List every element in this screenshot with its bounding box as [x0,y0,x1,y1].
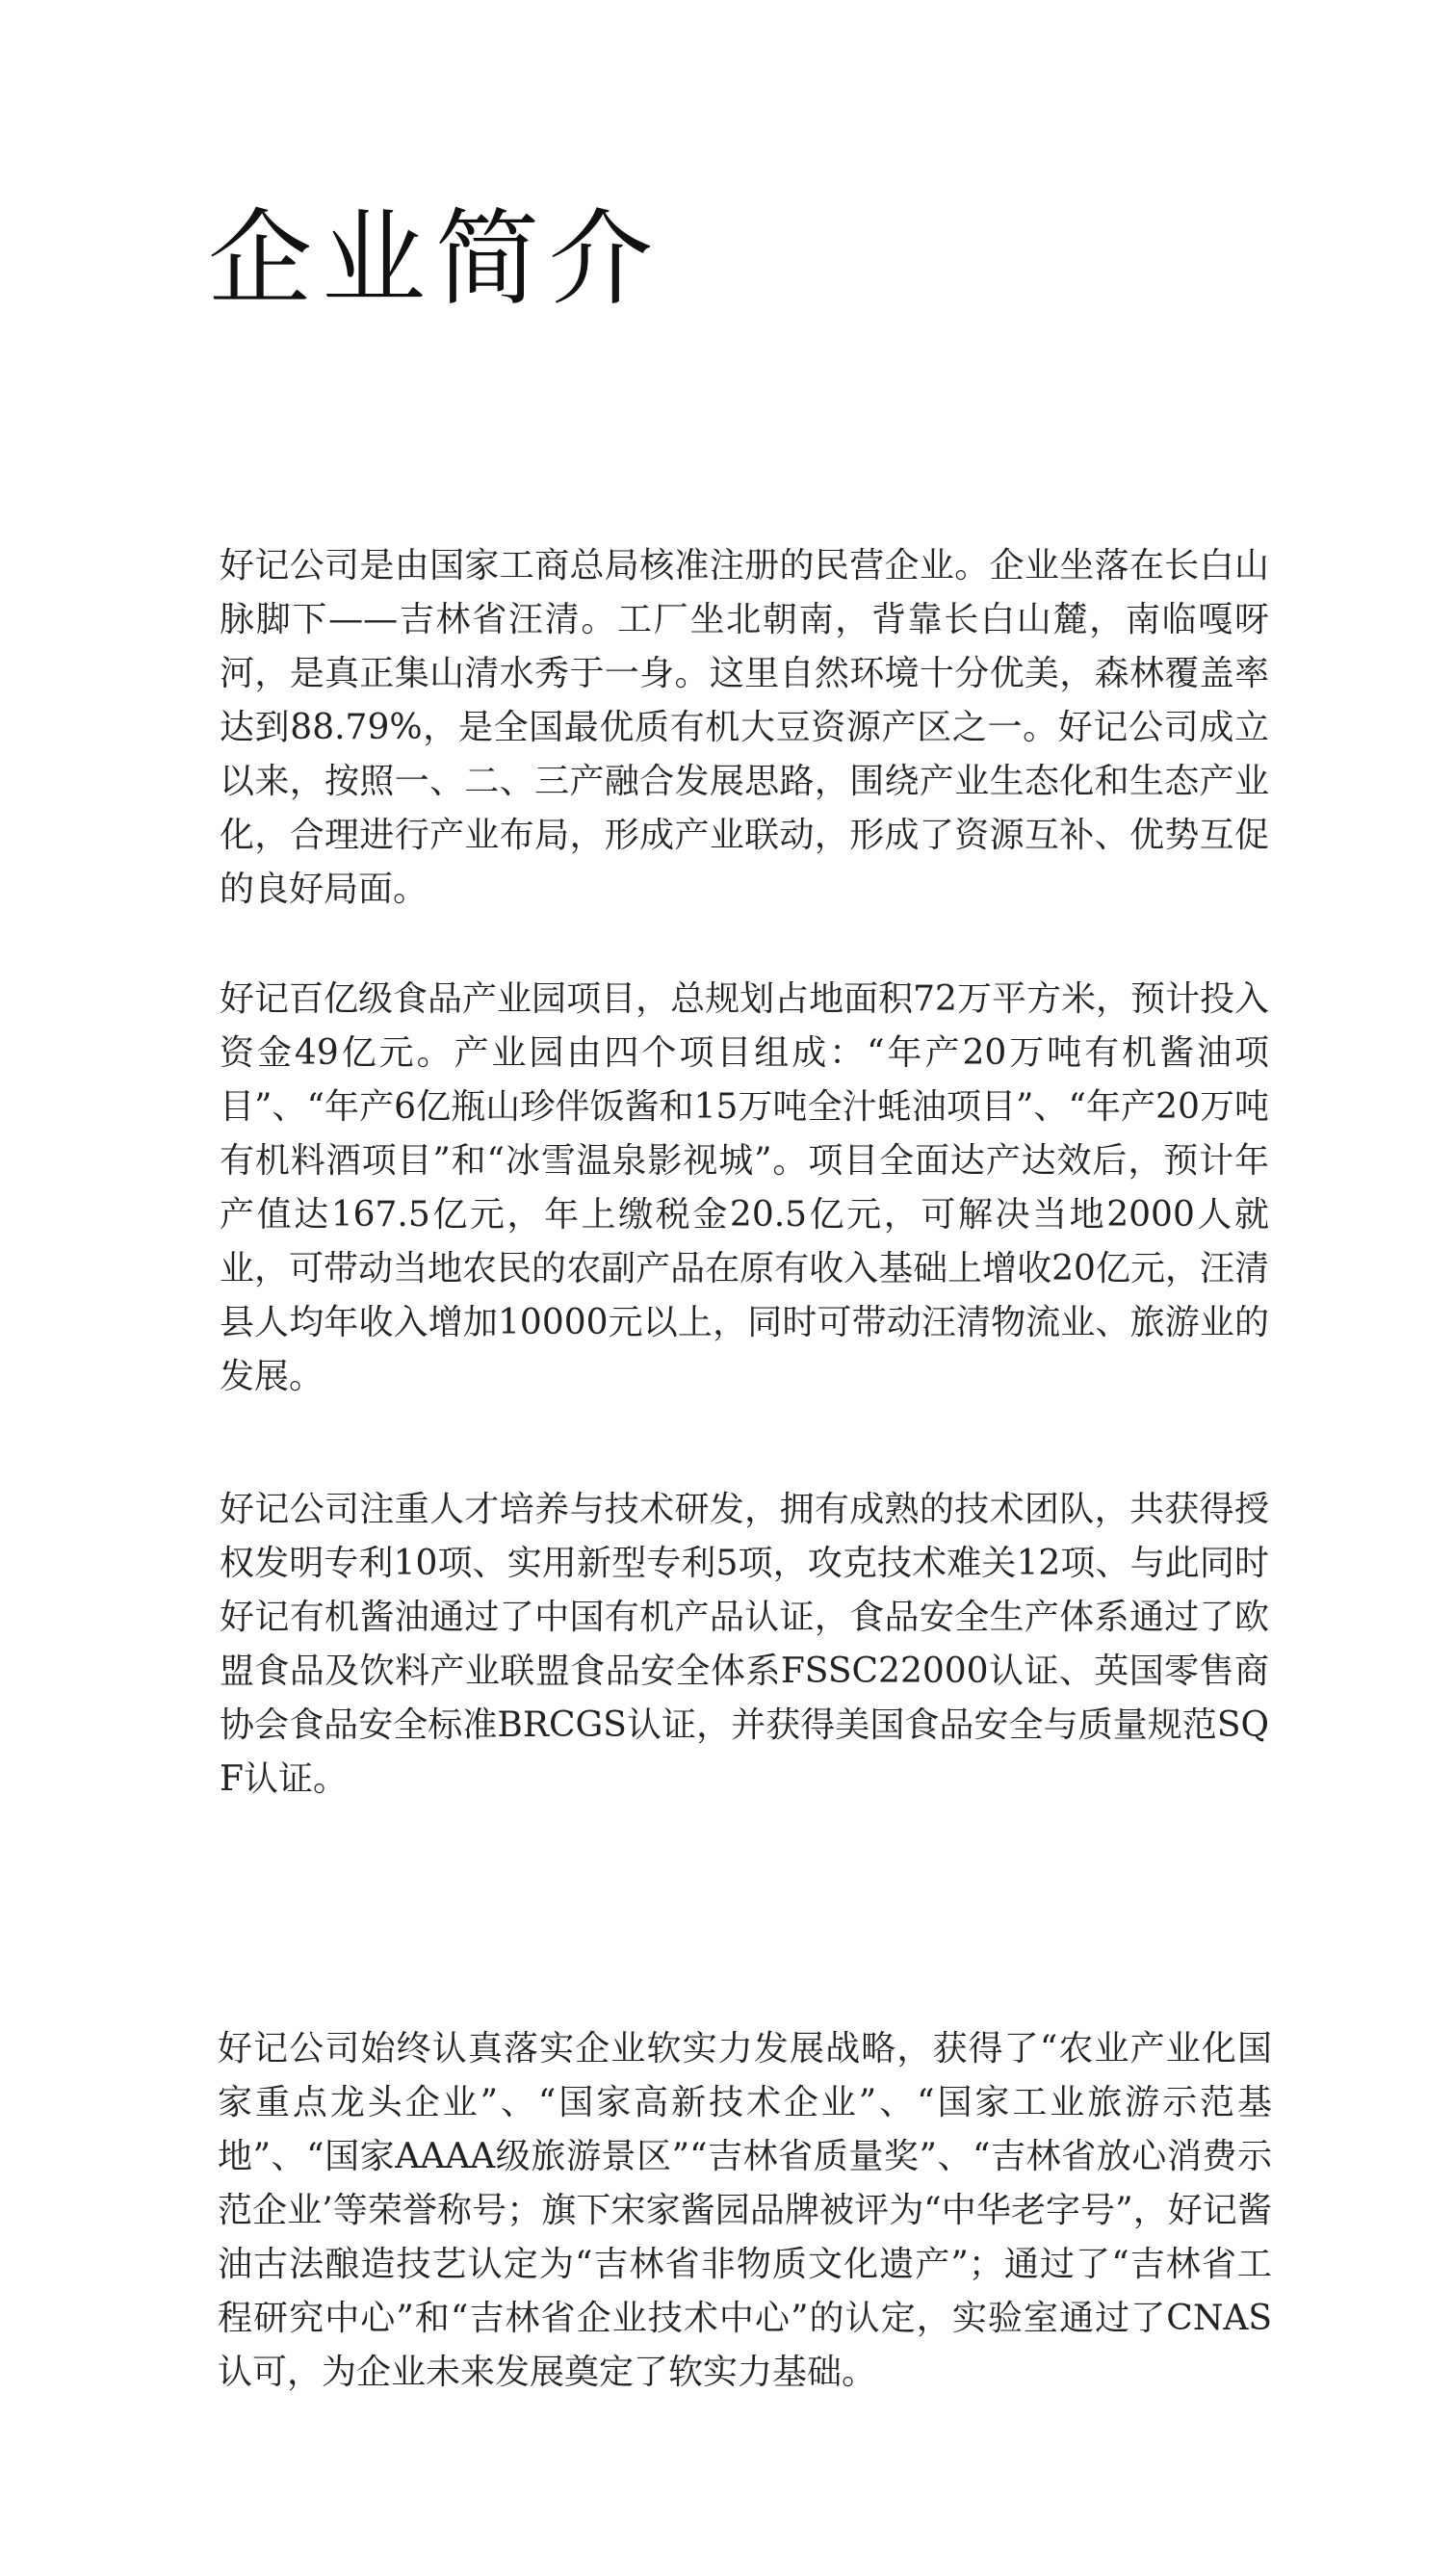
page-title: 企业简介 [208,199,663,320]
paragraph-industrial-park: 好记百亿级食品产业园项目，总规划占地面积72万平方米，预计投入资金49亿元。产业园由四个项目组成：“年产20万吨有机酱油项目”、“年产6亿瓶山珍伴饭酱和15万吨全汁蚝油项目”、“年产20万吨有机料酒项目”和“冰雪温泉影视城”。项目全面达产达效后，预计年产值达167.5亿元，年上缴税金20.5亿元，可解决当地2000人就业，可带动当地农民的农副产品在原有收入基础上增收20亿元，汪清县人均年收入增加10000元以上，同时可带动汪清物流业、旅游业的发展。 [220,979,1269,1396]
paragraph-rd-certifications: 好记公司注重人才培养与技术研发，拥有成熟的技术团队，共获得授权发明专利10项、实用新型专利5项，攻克技术难关12项、与此同时好记有机酱油通过了中国有机产品认证，食品安全生产体系通过了欧盟食品及饮料产业联盟食品安全体系FSSC22000认证、英国零售商协会食品安全标准BRCGS认证，并获得美国食品安全与质量规范SQF认证。 [220,1490,1269,1799]
paragraph-company-overview: 好记公司是由国家工商总局核准注册的民营企业。企业坐落在长白山脉脚下——吉林省汪清。工厂坐北朝南，背靠长白山麓，南临嘎呀河，是真正集山清水秀于一身。这里自然环境十分优美，森林覆盖率达到88.79%，是全国最优质有机大豆资源产区之一。好记公司成立以来，按照一、二、三产融合发展思路，围绕产业生态化和生态产业化，合理进行产业布局，形成产业联动，形成了资源互补、优势互促的良好局面。 [220,546,1269,909]
paragraph-honors: 好记公司始终认真落实企业软实力发展战略，获得了“农业产业化国家重点龙头企业”、“国家高新技术企业”、“国家工业旅游示范基地”、“国家AAAA级旅游景区”“吉林省质量奖”、“吉林省放心消费示范企业’等荣誉称号；旗下宋家酱园品牌被评为“中华老字号”，好记酱油古法酿造技艺认定为“吉林省非物质文化遗产”；通过了“吉林省工程研究中心”和“吉林省企业技术中心”的认定，实验室通过了CNAS认可，为企业未来发展奠定了软实力基础。 [218,2029,1272,2392]
